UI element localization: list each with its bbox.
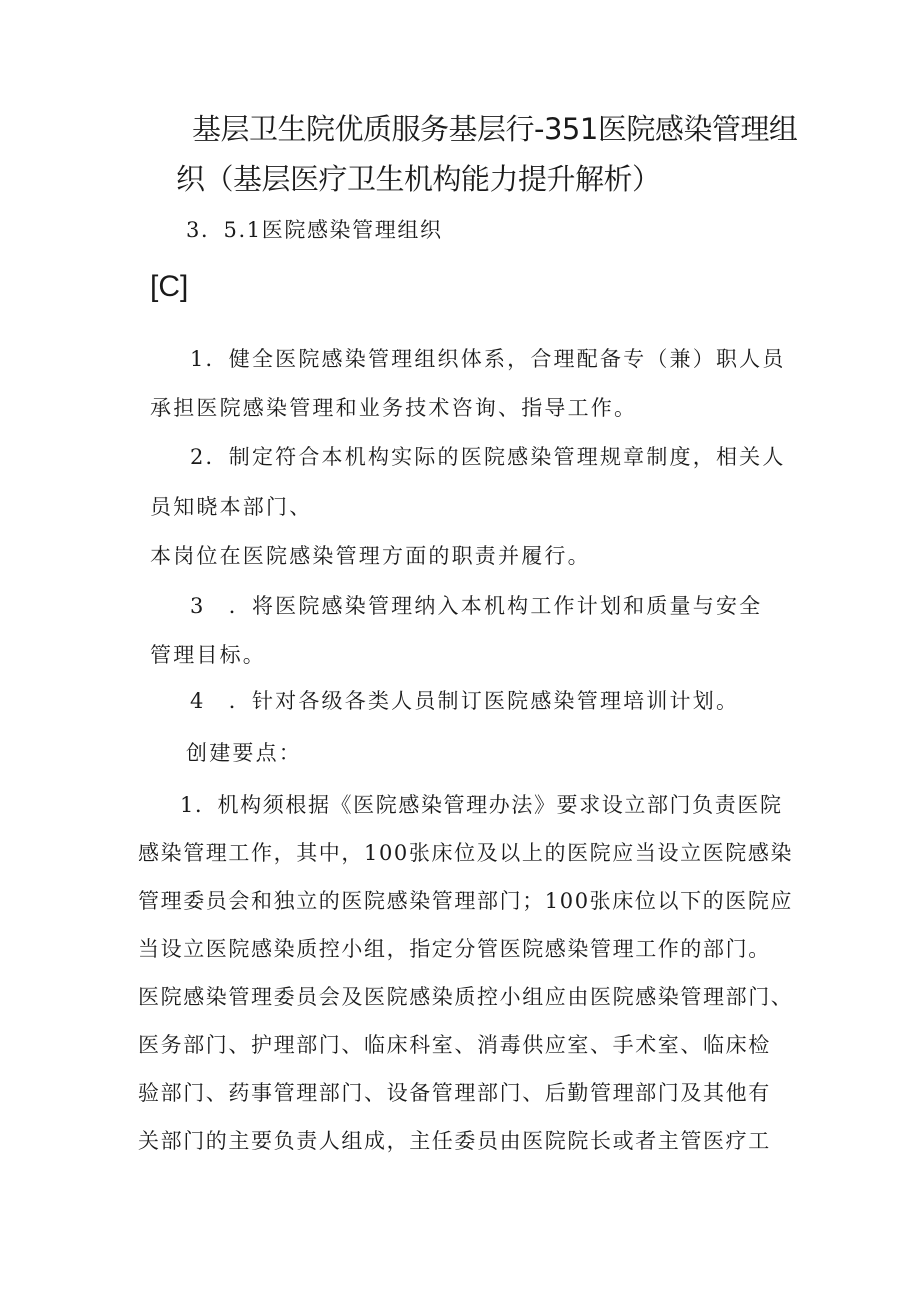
grade-marker: [C]	[150, 270, 189, 303]
key-points-heading: 创建要点：	[186, 741, 302, 765]
key-points-line-7: 验部门、药事管理部门、设备管理部门、后勤管理部门及其他有	[138, 1081, 771, 1105]
key-points-line-5: 医院感染管理委员会及医院感染质控小组应由医院感染管理部门、	[138, 985, 794, 1009]
document-title-line-2: 织（基层医疗卫生机构能力提升解析）	[176, 162, 661, 196]
key-points-line-4: 当设立医院感染质控小组，指定分管医院感染管理工作的部门。	[138, 937, 771, 961]
document-title-line-1: 基层卫生院优质服务基层行-351医院感染管理组	[192, 112, 798, 146]
item-3-line-1: 3 ．将医院感染管理纳入本机构工作计划和质量与安全	[190, 594, 763, 618]
item-1-line-2: 承担医院感染管理和业务技术咨询、指导工作。	[150, 396, 638, 420]
item-2-line-2: 员知晓本部门、	[150, 495, 313, 519]
key-points-line-8: 关部门的主要负责人组成，主任委员由医院院长或者主管医疗工	[138, 1129, 771, 1153]
item-3-line-2: 管理目标。	[150, 643, 266, 667]
key-points-line-6: 医务部门、护理部门、临床科室、消毒供应室、手术室、临床检	[138, 1033, 771, 1057]
key-points-line-2: 感染管理工作，其中，100张床位及以上的医院应当设立医院感染	[138, 841, 794, 865]
section-heading: 3．5.1医院感染管理组织	[186, 218, 443, 242]
key-points-line-3: 管理委员会和独立的医院感染管理部门；100张床位以下的医院应	[138, 889, 794, 913]
item-1-line-1: 1．健全医院感染管理组织体系，合理配备专（兼）职人员	[190, 347, 786, 371]
item-4-line-1: 4 ．针对各级各类人员制订医院感染管理培训计划。	[190, 689, 740, 713]
key-points-line-1: 1．机构须根据《医院感染管理办法》要求设立部门负责医院	[180, 793, 783, 817]
item-2-line-1: 2．制定符合本机构实际的医院感染管理规章制度，相关人	[190, 445, 786, 469]
item-2-line-3: 本岗位在医院感染管理方面的职责并履行。	[150, 544, 591, 568]
